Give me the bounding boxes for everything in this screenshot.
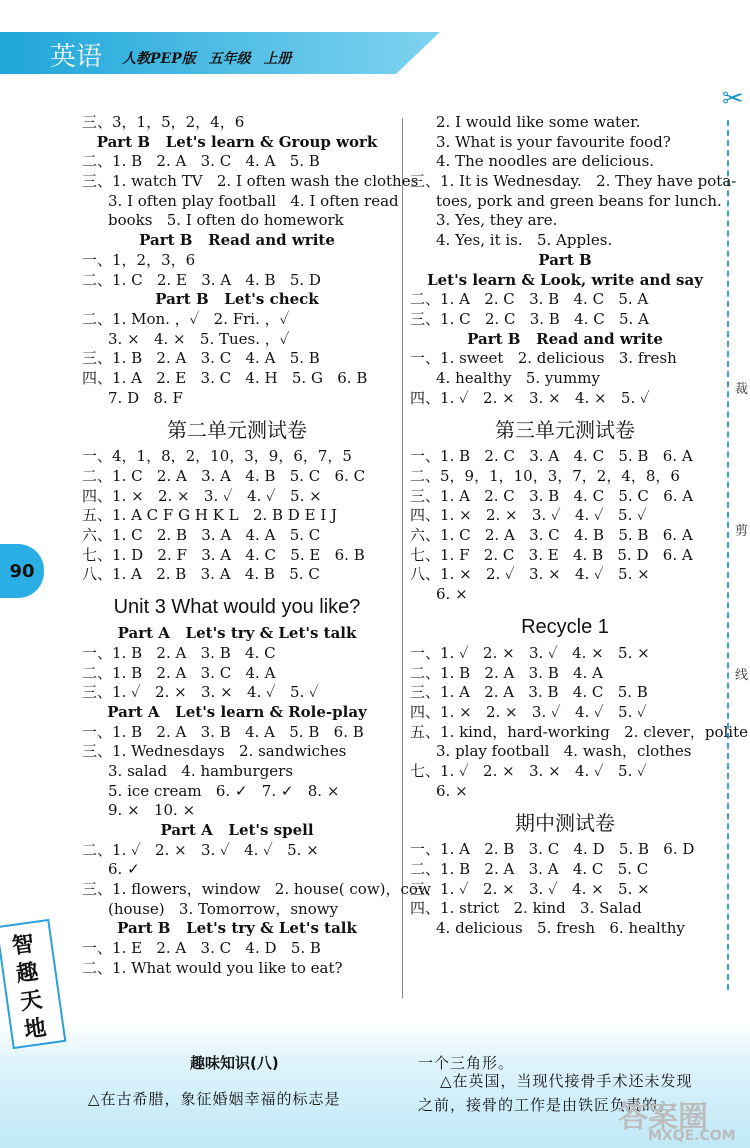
badge-char: 趣 — [14, 959, 40, 988]
answer-line: 一、1. B 2. A 3. B 4. C — [82, 643, 276, 662]
section-heading: Part A Let's spell — [160, 821, 314, 839]
section-heading: Part B — [538, 250, 592, 269]
answer-line: toes, pork and green beans for lunch. — [436, 191, 722, 210]
section-heading: Part B Let's try & Let's talk — [117, 919, 357, 938]
answer-line: 3. Yes, they are. — [436, 211, 558, 230]
answer-line: 三、1. C 2. C 3. B 4. C 5. A — [410, 309, 649, 328]
unit-title: 期中测试卷 — [515, 811, 615, 836]
unit-title: Unit 3 What would you like? — [113, 596, 361, 619]
section-heading: Part A Let's learn & Role-play — [107, 702, 367, 721]
unit-title: Recycle 1 — [521, 615, 609, 638]
badge-char: 天 — [18, 987, 44, 1016]
answer-line: 六、1. C 2. B 3. A 4. A 5. C — [82, 526, 321, 545]
right-answer-column — [410, 113, 748, 939]
answer-line: books 5. I often do homework — [108, 211, 344, 230]
section-heading: Part B Read and write — [139, 231, 335, 250]
answer-line: 4. The noodles are delicious. — [436, 152, 655, 171]
unit-title: 第二单元测试卷 — [167, 418, 307, 443]
section-heading: Part B Read and write — [467, 329, 663, 348]
answer-line: 一、1. sweet 2. delicious 3. fresh — [410, 349, 677, 368]
subject-title: 英语 — [50, 42, 103, 72]
answer-line: 二、1. C 2. A 3. A 4. B 5. C 6. C — [82, 467, 366, 485]
answer-line: 二、1. What would you like to eat? — [82, 958, 343, 977]
answer-line: 四、1. × 2. × 3. ✓ 4. ✓ 5. ✓ — [410, 702, 647, 721]
answer-line: 七、1. ✓ 2. × 3. × 4. ✓ 5. ✓ — [410, 761, 647, 780]
left-answer-column — [82, 113, 431, 979]
answer-line: 9. × 10. × — [108, 801, 196, 820]
answer-line: 3. What is your favourite food? — [436, 132, 671, 151]
answer-line: (house) 3. Tomorrow，snowy — [108, 899, 339, 918]
answer-line: 三、1. ✓ 2. × 3. ✓ 4. × 5. × — [410, 879, 650, 898]
answer-line: 二、1. B 2. A 3. B 4. A — [410, 663, 603, 682]
answer-line: 3. play football 4. wash，clothes — [436, 742, 692, 761]
answer-line: 4. delicious 5. fresh 6. healthy — [436, 919, 685, 938]
page-header — [0, 0, 750, 74]
answer-line: 6. × — [436, 585, 468, 604]
answer-line: 三、3，1，5，2，4，6 — [82, 113, 245, 131]
answer-line: 八、1. A 2. B 3. A 4. B 5. C — [82, 565, 320, 584]
answer-line: 3. × 4. × 5. Tues. ，✓ — [108, 329, 290, 348]
answer-line: 六、1. C 2. A 3. C 4. B 5. B 6. A — [410, 526, 693, 545]
answer-line: 6. ✓ — [108, 860, 140, 879]
answer-line: 二、1. ✓ 2. × 3. ✓ 4. ✓ 5. × — [82, 840, 319, 859]
answer-line: 四、1. ✓ 2. × 3. × 4. × 5. ✓ — [410, 388, 650, 407]
answer-line: 四、1. × 2. × 3. ✓ 4. ✓ 5. × — [82, 486, 322, 505]
badge-char: 地 — [22, 1015, 48, 1044]
answer-line: 3. I often play football 4. I often read — [108, 191, 399, 210]
cut-line — [727, 120, 729, 990]
answer-line: 七、1. D 2. F 3. A 4. C 5. E 6. B — [82, 545, 365, 564]
answer-line: 五、1. kind，hard-working 2. clever，polite — [410, 722, 748, 741]
fun-corner-badge — [0, 922, 58, 1052]
answer-line: 七、1. F 2. C 3. E 4. B 5. D 6. A — [410, 545, 693, 564]
answer-line: 四、1. A 2. E 3. C 4. H 5. G 6. B — [82, 368, 368, 387]
answer-line: 4. Yes, it is. 5. Apples. — [436, 231, 613, 250]
scissors-icon: ✂ — [722, 84, 744, 114]
answer-line: 三、1. watch TV 2. I often wash the clothes — [82, 172, 419, 191]
section-heading: Part A Let's try & Let's talk — [117, 624, 357, 643]
edition-label: 人教PEP版 — [122, 51, 196, 67]
cut-mark-1: 裁 — [735, 378, 748, 397]
section-heading: Let's learn & Look, write and say — [427, 270, 703, 289]
fun-fact-title: 趣味知识(八) — [190, 1054, 279, 1072]
column-divider — [402, 118, 403, 998]
answer-line: 五、1. A C F G H K L 2. B D E I J — [82, 506, 338, 525]
answer-line: 一、1. B 2. A 3. B 4. A 5. B 6. B — [82, 722, 364, 741]
answer-line: 7. D 8. F — [108, 388, 183, 407]
fun-fact-text: △在古希腊，象征婚姻幸福的标志是 — [88, 1090, 341, 1108]
answer-line: 一、4，1，8，2，10，3，9，6，7，5 — [82, 447, 352, 466]
volume-label: 上册 — [263, 51, 292, 67]
answer-line: 四、1. × 2. × 3. ✓ 4. ✓ 5. ✓ — [410, 506, 647, 525]
unit-title: 第三单元测试卷 — [495, 418, 635, 443]
page-number: 90 — [0, 544, 44, 598]
answer-line: 6. × — [436, 781, 468, 800]
answer-line: 二、1. C 2. E 3. A 4. B 5. D — [82, 270, 321, 289]
answer-line: 3. salad 4. hamburgers — [108, 761, 294, 780]
fun-fact-text: 一个三角形。 — [418, 1054, 515, 1072]
answer-line: 二、1. A 2. C 3. B 4. C 5. A — [410, 290, 649, 309]
answer-line: 二、1. B 2. A 3. C 4. A 5. B — [82, 152, 320, 171]
answer-line: 一、1. B 2. C 3. A 4. C 5. B 6. A — [410, 447, 693, 466]
grade-label: 五年级 — [208, 51, 251, 67]
watermark-url: MXQE.COM — [648, 1128, 736, 1144]
answer-line: 二、1. B 2. A 3. A 4. C 5. C — [410, 860, 649, 878]
answer-line: 2. I would like some water. — [436, 113, 641, 131]
answer-line: 一、1. E 2. A 3. C 4. D 5. B — [82, 939, 321, 958]
cut-mark-3: 线 — [735, 664, 748, 683]
answer-line: 三、1. Wednesdays 2. sandwiches — [82, 742, 347, 761]
badge-char: 智 — [10, 931, 36, 960]
fun-fact-text: 之前，接骨的工作是由铁匠负责的。 — [418, 1096, 675, 1114]
answer-line: 二、1. Mon. ，✓ 2. Fri. ，✓ — [82, 309, 290, 328]
answer-line: 一、1，2，3，6 — [82, 250, 196, 269]
edition-info — [122, 48, 299, 68]
answer-line: 三、1. B 2. A 3. C 4. A 5. B — [82, 349, 320, 368]
answer-line: 5. ice cream 6. ✓ 7. ✓ 8. × — [108, 781, 340, 800]
answer-line: 一、1. ✓ 2. × 3. ✓ 4. × 5. × — [410, 643, 650, 662]
section-heading: Part B Let's check — [155, 290, 319, 309]
answer-line: 四、1. strict 2. kind 3. Salad — [410, 899, 642, 918]
answer-line: 三、1. It is Wednesday. 2. They have pota- — [410, 172, 737, 191]
answer-line: 三、1. A 2. C 3. B 4. C 5. C 6. A — [410, 486, 694, 505]
answer-line: 三、1. flowers，window 2. house( cow)，cow — [82, 880, 431, 899]
fun-fact-text: △在英国，当现代接骨手术还未发现 — [440, 1072, 693, 1090]
answer-line: 二、5，9，1，10，3，7，2，4，8，6 — [410, 467, 680, 485]
answer-line: 一、1. A 2. B 3. C 4. D 5. B 6. D — [410, 840, 695, 859]
watermark-logo: 答案圈 — [618, 1100, 708, 1135]
cut-mark-2: 剪 — [735, 520, 748, 539]
answer-line: 三、1. A 2. A 3. B 4. C 5. B — [410, 683, 648, 702]
answer-line: 4. healthy 5. yummy — [436, 368, 600, 387]
section-heading: Part B Let's learn & Group work — [96, 132, 378, 151]
answer-line: 八、1. × 2. ✓ 3. × 4. ✓ 5. × — [410, 565, 650, 584]
answer-line: 三、1. ✓ 2. × 3. × 4. ✓ 5. ✓ — [82, 683, 319, 702]
answer-line: 二、1. B 2. A 3. C 4. A — [82, 663, 276, 682]
